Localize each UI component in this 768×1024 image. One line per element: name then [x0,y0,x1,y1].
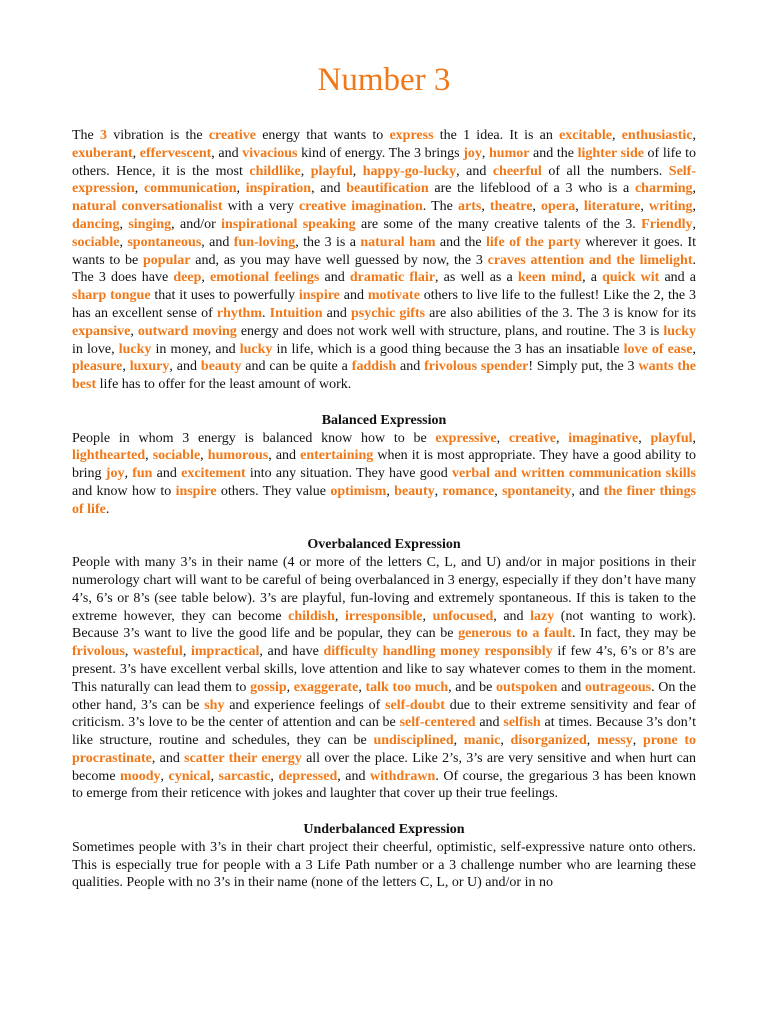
paragraph-text: , and [456,163,493,179]
highlighted-keyword: optimism [330,483,387,499]
paragraph-text: , [386,483,395,499]
highlighted-keyword: faddish [351,359,397,375]
highlighted-keyword: emotional feelings [210,270,320,286]
paragraph-text: , [145,448,153,464]
highlighted-keyword: playful [650,430,693,446]
highlighted-keyword: generous to a fault [458,626,572,642]
highlighted-keyword: natural ham [360,234,436,250]
paragraph-text: of life to others. Hence, it is the most [72,145,696,179]
paragraph-text: at times. Because 3’s don’t like structure, routine and schedules, they can be [72,715,696,749]
highlighted-keyword: enthusiastic [621,128,693,143]
paragraph-text: are the lifeblood of a 3 who is a [428,181,635,197]
paragraph-text: , [434,483,443,499]
highlighted-keyword: life of the party [486,234,581,250]
paragraph-text: , [236,181,246,197]
highlighted-keyword: expressive [435,430,497,446]
paragraph-text: , [640,199,649,215]
paragraph-text: are also abilities of the 3. The 3 is know for its [425,305,697,321]
highlighted-keyword: humorous [207,448,269,464]
highlighted-keyword: depressed [278,768,338,784]
highlighted-keyword: beauty [200,359,242,375]
paragraph-text: , [692,430,697,446]
paragraph-text: , [453,733,464,749]
paragraph-text: and [322,305,351,321]
highlighted-keyword: difficulty handling money responsibly [323,644,553,660]
highlighted-keyword: undisciplined [373,733,454,749]
paragraph-text: , [481,199,490,215]
highlighted-keyword: exuberant [72,145,133,161]
highlighted-keyword: the finer things of life [72,483,697,517]
paragraph-text: ! Simply put, the 3 [528,359,639,375]
section-paragraph [72,127,696,394]
highlighted-keyword: theatre [489,199,533,215]
highlighted-keyword: spontaneous [127,234,202,250]
highlighted-keyword: withdrawn [369,768,436,784]
paragraph-text: , [692,128,696,143]
highlighted-keyword: charming [634,181,693,197]
paragraph-text: , [124,644,134,660]
paragraph-text: , [132,145,140,161]
paragraph-text: , [270,768,279,784]
paragraph-text: and [319,270,350,286]
highlighted-keyword: express [389,128,434,143]
highlighted-keyword: messy [596,733,633,749]
highlighted-keyword: self-centered [399,715,476,731]
highlighted-keyword: imaginative [568,430,639,446]
paragraph-text: , [692,216,697,232]
paragraph-text: , and [201,234,234,250]
paragraph-text: , [122,359,130,375]
document-body [72,127,696,892]
highlighted-keyword: excitable [559,128,612,143]
highlighted-keyword: vivacious [242,145,298,161]
paragraph-text: . Of course, the gregarious 3 has been known to emerge from their reticence with jokes and laughter that cover up their true feelings. [72,768,697,802]
paragraph-text: and the [435,234,487,250]
highlighted-keyword: playful [310,163,353,179]
highlighted-keyword: effervescent [139,145,212,161]
highlighted-keyword: childish [288,608,335,624]
paragraph-text: , and [268,448,301,464]
highlighted-keyword: lucky [663,323,697,339]
highlighted-keyword: pleasure [72,359,123,375]
highlighted-keyword: outspoken [496,679,558,695]
highlighted-keyword: childlike [249,163,301,179]
highlighted-keyword: happy-go-lucky [362,163,457,179]
section-spacer [72,394,696,412]
highlighted-keyword: sharp tongue [72,288,151,304]
highlighted-keyword: humor [489,145,530,161]
paragraph-text: People with many 3’s in their name (4 or more of the letters C, L, and U) and/or in major positions in their numerology chart will want to be careful of being overbalanced in 3 energy, especially if they don’t have many 4’s, 6’s or 8’s (see table below). 3’s are playful, fun-loving and extremely spontaneous. If this is taken to the extreme however, they can become [72,555,696,624]
paragraph-text: , and be [448,679,496,695]
paragraph-text: , [210,768,219,784]
highlighted-keyword: romance [442,483,495,499]
paragraph-text: and [475,715,504,731]
highlighted-keyword: gossip [250,679,287,695]
highlighted-keyword: cynical [168,768,211,784]
highlighted-keyword: scatter their energy [184,750,302,766]
paragraph-text: Sometimes people with 3’s in their chart project their cheerful, optimistic, self-expressive nature onto others. This is especially true for people with a 3 Life Path number or a 3 challenge number who are learning these qualities. People with no 3’s in their name (none of the letters C, L, or U) and/or in no [72,839,696,891]
paragraph-text: , and/or [171,216,222,232]
highlighted-keyword: Intuition [269,305,323,321]
highlighted-keyword: motivate [367,288,420,304]
paragraph-text: life has to offer for the least amount of work. [96,377,352,393]
paragraph-text: and [152,466,182,482]
highlighted-keyword: prone to procrastinate [72,733,697,766]
paragraph-text: . The 3 does have [72,252,696,286]
paragraph-text: , [638,430,651,446]
paragraph-text: due to their extreme sensitivity and fear of criticism. 3’s love to be the center of attention and can be [72,697,696,731]
document-page [72,60,696,892]
section-paragraph [72,554,696,803]
section-heading: Balanced Expression [321,412,447,428]
paragraph-text: and [339,288,368,304]
highlighted-keyword: outward moving [137,323,237,339]
highlighted-keyword: exaggerate [293,679,359,695]
highlighted-keyword: shy [204,697,225,713]
paragraph-text: . [105,501,110,517]
highlighted-keyword: unfocused [432,608,494,624]
paragraph-text: wherever it goes. It wants to be [72,234,696,268]
paragraph-text: , [286,679,294,695]
paragraph-text: , [200,448,208,464]
paragraph-text: , [119,234,128,250]
highlighted-keyword: rhythm [216,305,263,321]
highlighted-keyword: self-doubt [385,697,445,713]
paragraph-text: , and have [259,644,324,660]
highlighted-keyword: sociable [152,448,201,464]
paragraph-text: and the [529,145,578,161]
section-paragraph [72,430,696,519]
section-heading: Overbalanced Expression [307,537,461,553]
highlighted-keyword: 3 [99,128,107,143]
highlighted-keyword: disorganized [510,733,587,749]
highlighted-keyword: lucky [118,341,152,357]
paragraph-text: in love, [72,341,119,357]
highlighted-keyword: entertaining [300,448,374,464]
highlighted-keyword: creative imagination [298,199,423,215]
paragraph-text: , [481,145,489,161]
paragraph-text: , [500,733,511,749]
highlighted-keyword: verbal and written communication skills [451,466,697,482]
highlighted-keyword: irresponsible [344,608,423,624]
highlighted-keyword: psychic gifts [350,305,426,321]
paragraph-text: , as well as a [435,270,518,286]
paragraph-text: , and [493,608,531,624]
paragraph-text: , [494,483,503,499]
paragraph-text: , [586,733,597,749]
paragraph-text: , a [582,270,603,286]
paragraph-text: , [134,181,144,197]
highlighted-keyword: inspirational speaking [221,216,356,232]
paragraph-text: . On the other hand, 3’s can be [72,679,697,713]
paragraph-text: with a very [222,199,299,215]
paragraph-text: and [557,679,585,695]
highlighted-keyword: singing [128,216,172,232]
section-spacer [72,519,696,537]
paragraph-text: , [632,733,643,749]
paragraph-text: in money, and [151,341,240,357]
paragraph-text: , and [337,768,370,784]
highlighted-keyword: communication [143,181,237,197]
highlighted-keyword: deep [173,270,202,286]
highlighted-keyword: keen mind [517,270,583,286]
paragraph-text: energy that wants to [256,128,390,143]
paragraph-text: . In fact, they may be [571,626,697,642]
highlighted-keyword: sociable [72,234,120,250]
paragraph-text: vibration is the [106,128,209,143]
paragraph-text: and can be quite a [241,359,352,375]
paragraph-text: and [396,359,425,375]
paragraph-text: , [358,679,366,695]
highlighted-keyword: arts [457,199,482,215]
highlighted-keyword: craves attention and the limelight [487,252,693,268]
highlighted-keyword: expansive [72,323,131,339]
highlighted-keyword: popular [143,252,191,268]
paragraph-text: , and [211,145,243,161]
paragraph-text: , [124,466,133,482]
paragraph-text: and a [659,270,697,286]
paragraph-text: . The [422,199,458,215]
paragraph-text: energy and does not work well with structure, plans, and routine. The 3 is [236,323,664,339]
highlighted-keyword: dancing [72,216,120,232]
highlighted-keyword: spontaneity [502,483,572,499]
highlighted-keyword: excitement [181,466,246,482]
paragraph-text: when it is most appropriate. They have a good ability to bring [72,448,697,482]
highlighted-keyword: love of ease [623,341,693,357]
paragraph-text: , and [151,750,185,766]
paragraph-text: (not wanting to work). Because 3’s want to live the good life and be popular, they can be [72,608,697,642]
paragraph-text: . [262,305,270,321]
highlighted-keyword: talk too much [365,679,449,695]
paragraph-text: others. They value [216,483,331,499]
paragraph-text: , and [571,483,604,499]
highlighted-keyword: inspire [175,483,217,499]
paragraph-text: , [300,163,311,179]
paragraph-text: , [611,128,622,143]
highlighted-keyword: cheerful [492,163,542,179]
page-title: Number 3 [317,62,451,98]
highlighted-keyword: beauty [394,483,435,499]
paragraph-text: , [692,181,697,197]
paragraph-text: , [182,644,191,660]
section-spacer [72,803,696,821]
section-heading: Underbalanced Expression [303,822,465,838]
highlighted-keyword: lucky [239,341,273,357]
paragraph-text: , [692,341,696,357]
paragraph-text: into any situation. They have good [245,466,452,482]
paragraph-text: and experience feelings of [224,697,386,713]
paragraph-text: , [160,768,169,784]
highlighted-keyword: manic [463,733,501,749]
highlighted-keyword: wasteful [133,644,183,660]
paragraph-text: kind of energy. The 3 brings [297,145,464,161]
paragraph-text: in life, which is a good thing because the 3 has an insatiable [272,341,624,357]
paragraph-text: , [119,216,129,232]
highlighted-keyword: quick wit [602,270,660,286]
highlighted-keyword: inspiration [245,181,312,197]
highlighted-keyword: sarcastic [218,768,271,784]
highlighted-keyword: wants the best [72,359,697,393]
paragraph-text: , the 3 is a [295,234,361,250]
paragraph-text: and know how to [72,483,176,499]
highlighted-keyword: selfish [503,715,541,731]
highlighted-keyword: lazy [530,608,555,624]
highlighted-keyword: natural conversationalist [72,199,223,215]
paragraph-text: , [352,163,363,179]
paragraph-text: , [532,199,542,215]
paragraph-text: , [556,430,569,446]
highlighted-keyword: fun [132,466,153,482]
paragraph-text: People in whom 3 energy is balanced know how to be [72,430,436,446]
highlighted-keyword: luxury [129,359,170,375]
paragraph-text: and, as you may have well guessed by now, the 3 [190,252,488,268]
paragraph-text: , and [169,359,201,375]
section-paragraph [72,839,696,892]
paragraph-text: if few 4’s, 6’s or 8’s are present. 3’s have excellent verbal skills, love attention and like to say whatever comes to them in the moment. This naturally can lead them to [72,644,697,695]
paragraph-text: , [496,430,509,446]
highlighted-keyword: opera [541,199,576,215]
paragraph-text: all over the place. Like 2’s, 3’s are very sensitive and when hurt can become [72,750,697,784]
highlighted-keyword: inspire [298,288,340,304]
highlighted-keyword: lighter side [577,145,644,161]
highlighted-keyword: beautification [346,181,429,197]
highlighted-keyword: joy [463,145,482,161]
paragraph-text: The [72,128,100,143]
highlighted-keyword: Friendly [641,216,693,232]
paragraph-text: , [201,270,211,286]
highlighted-keyword: creative [208,128,256,143]
paragraph-text: , [130,323,138,339]
highlighted-keyword: Self-expression [72,163,696,197]
highlighted-keyword: impractical [190,644,260,660]
paragraph-text: others to live life to the fullest! Like the 2, the 3 has an excellent sense of [72,288,696,321]
highlighted-keyword: outrageous [584,679,652,695]
highlighted-keyword: frivolous [72,644,125,660]
highlighted-keyword: lighthearted [72,448,146,464]
paragraph-text: , [422,608,433,624]
highlighted-keyword: frivolous spender [424,359,529,375]
paragraph-text: the 1 idea. It is an [433,128,560,143]
paragraph-text: , [334,608,345,624]
highlighted-keyword: dramatic flair [349,270,436,286]
paragraph-text: are some of the many creative talents of the 3. [355,216,642,232]
highlighted-keyword: creative [508,430,556,446]
highlighted-keyword: literature [583,199,641,215]
paragraph-text: of all the numbers. [541,163,669,179]
highlighted-keyword: moody [120,768,161,784]
paragraph-text: , [575,199,584,215]
highlighted-keyword: joy [105,466,125,482]
highlighted-keyword: writing [648,199,693,215]
paragraph-text: , [692,199,697,215]
paragraph-text: that it uses to powerfully [150,288,299,304]
highlighted-keyword: fun-loving [233,234,296,250]
paragraph-text: , and [311,181,347,197]
